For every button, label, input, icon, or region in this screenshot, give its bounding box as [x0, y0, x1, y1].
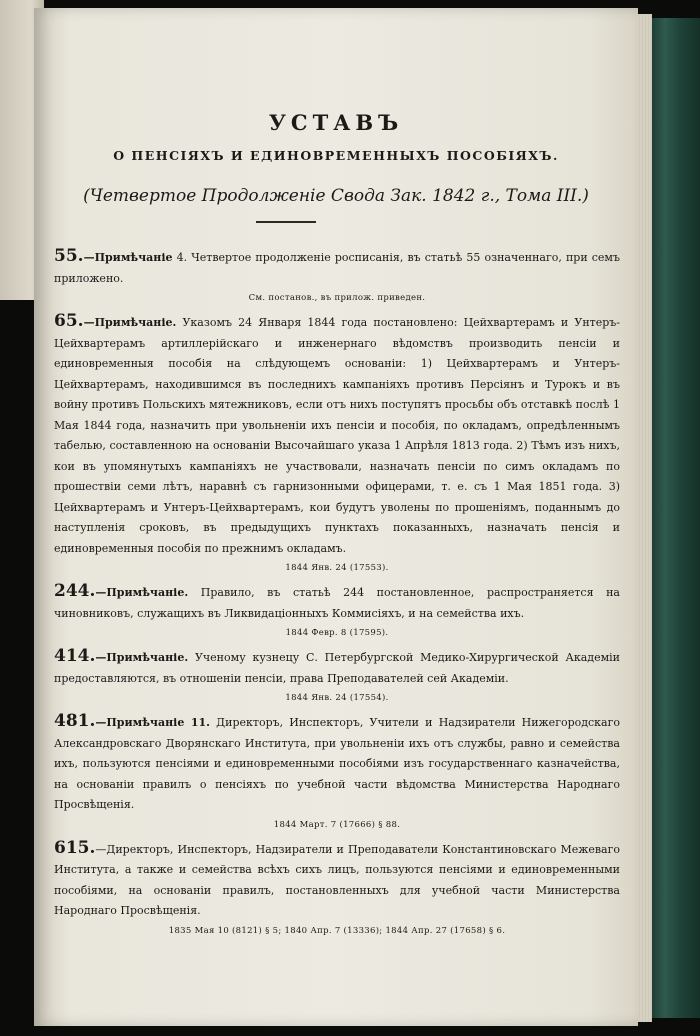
legal-citation: 1844 Янв. 24 (17553). — [285, 563, 389, 573]
entry-55 — [54, 246, 620, 305]
article-number: 414. — [54, 646, 96, 666]
entry-paragraph — [54, 246, 620, 289]
page-subtitle: О ПЕНСІЯХЪ И ЕДИНОВРЕМЕННЫХЪ ПОСОБІЯХЪ. — [113, 148, 559, 163]
legal-citation: 1835 Мая 10 (8121) § 5; 1840 Апр. 7 (13336); 1844 Апр. 27 (17658) § 6. — [168, 925, 506, 936]
note-lead: —Примѣчаніе — [83, 251, 173, 264]
article-number: 615. — [54, 837, 96, 858]
note-lead: —Примѣчаніе. — [95, 651, 189, 664]
article-number: 55. — [54, 246, 84, 266]
entry-414 — [54, 646, 620, 705]
note-lead: —Примѣчаніе. — [83, 316, 177, 329]
entry-paragraph — [54, 646, 620, 689]
article-number: 481. — [54, 711, 96, 731]
entry-481 — [54, 711, 620, 832]
legal-citation: 1844 Янв. 24 (17554). — [285, 693, 389, 703]
entry-text: Указомъ 24 Января 1844 года постановлено: Цейхвартерамъ и Унтеръ-Цейхвартерамъ артиллерійскаго и инженернаго вѣдомствъ производить пенсіи и единовременныя пособія на слѣдующемъ основаніи: 1) Цейхвартерамъ и Унтеръ-Цейхвартерамъ, находившимся въ последнихъ кампаніяхъ противъ Персіянъ и Турокъ и въ войну противъ Польскихъ мятежниковъ, если отъ нихъ поступятъ просьбы объ отставкѣ послѣ 1 Мая 1844 года, назначить при увольненіи ихъ пенсіи и пособія, по окладамъ, опредѣленнымъ табелью, составленною на основаніи Высочайшаго указа 1 Апрѣля 1813 года. 2) Тѣмъ изъ нихъ, кои въ упомянутыхъ кампаніяхъ не участвовали, назначать пенсіи по симъ окладамъ по прошествіи семи лѣтъ, наравнѣ съ гарнизонными офицерами, т. е. съ 1 Мая 1851 года. 3) Цейхвартерамъ и Унтеръ-Цейхвартерамъ, кои будутъ уволены по прошеніямъ, поданнымъ до наступленія сроковъ, въ предыдущихъ пунктахъ показанныхъ, назначать пенсія и единовременныя пособія по прежнимъ окладамъ. — [54, 316, 620, 555]
article-number: 65. — [54, 311, 84, 331]
note-lead: —Примѣчаніе 11. — [95, 716, 210, 729]
legal-citation: См. постанов., въ прилож. приведен. — [248, 293, 426, 303]
entry-text: Директоръ, Инспекторъ, Учители и Надзиратели Нижегородскаго Александровскаго Дворянскаго Института, при увольненіи ихъ отъ службы, равно и семейства ихъ, пользуются пенсіями и единовременными пособіями изъ государственнаго казначейства, на основаніи правилъ о пенсіяхъ по учебной части вѣдомства Министерства Народнаго Просвѣщенія. — [54, 716, 620, 811]
legal-citation: 1844 Март. 7 (17666) § 88. — [273, 819, 401, 830]
entry-paragraph — [54, 311, 620, 559]
entry-65 — [54, 311, 620, 575]
note-lead: —Примѣчаніе. — [95, 586, 189, 599]
legal-citation: 1844 Февр. 8 (17595). — [285, 628, 389, 638]
book-page — [34, 8, 638, 1026]
entry-text: Правило, въ статьѣ 244 постановленное, распространяется на чиновниковъ, служащихъ въ Ликвидаціонныхъ Коммисіяхъ, и на семейства ихъ. — [54, 586, 620, 620]
entry-paragraph — [54, 711, 620, 816]
entry-paragraph — [54, 581, 620, 624]
article-body — [54, 246, 620, 944]
entry-text: —Директоръ, Инспекторъ, Надзиратели и Преподаватели Константиновскаго Межеваго Института, а также и семейства всѣхъ сихъ лицъ, пользуются пенсіями и единовременными пособіями, на основаніи правилъ, постановленныхъ для учебной части Министерства Народнаго Просвѣщенія. — [54, 842, 620, 917]
page-title: УСТАВЪ — [268, 110, 404, 135]
title-rule — [256, 221, 316, 223]
entry-paragraph — [54, 838, 620, 922]
entry-text: Ученому кузнецу С. Петербургской Медико-Хирургической Академіи предоставляются, въ отношеніи пенсіи, права Преподавателей сей Академіи. — [54, 651, 620, 685]
entry-615 — [54, 838, 620, 938]
entry-244 — [54, 581, 620, 640]
entry-text: 4. Четвертое продолженіе росписанія, въ статьѣ 55 означеннаго, при семъ приложено. — [54, 251, 620, 285]
source-reference: (Четвертое Продолженіе Свода Зак. 1842 г., Тома III.) — [83, 186, 589, 206]
article-number: 244. — [54, 581, 96, 601]
